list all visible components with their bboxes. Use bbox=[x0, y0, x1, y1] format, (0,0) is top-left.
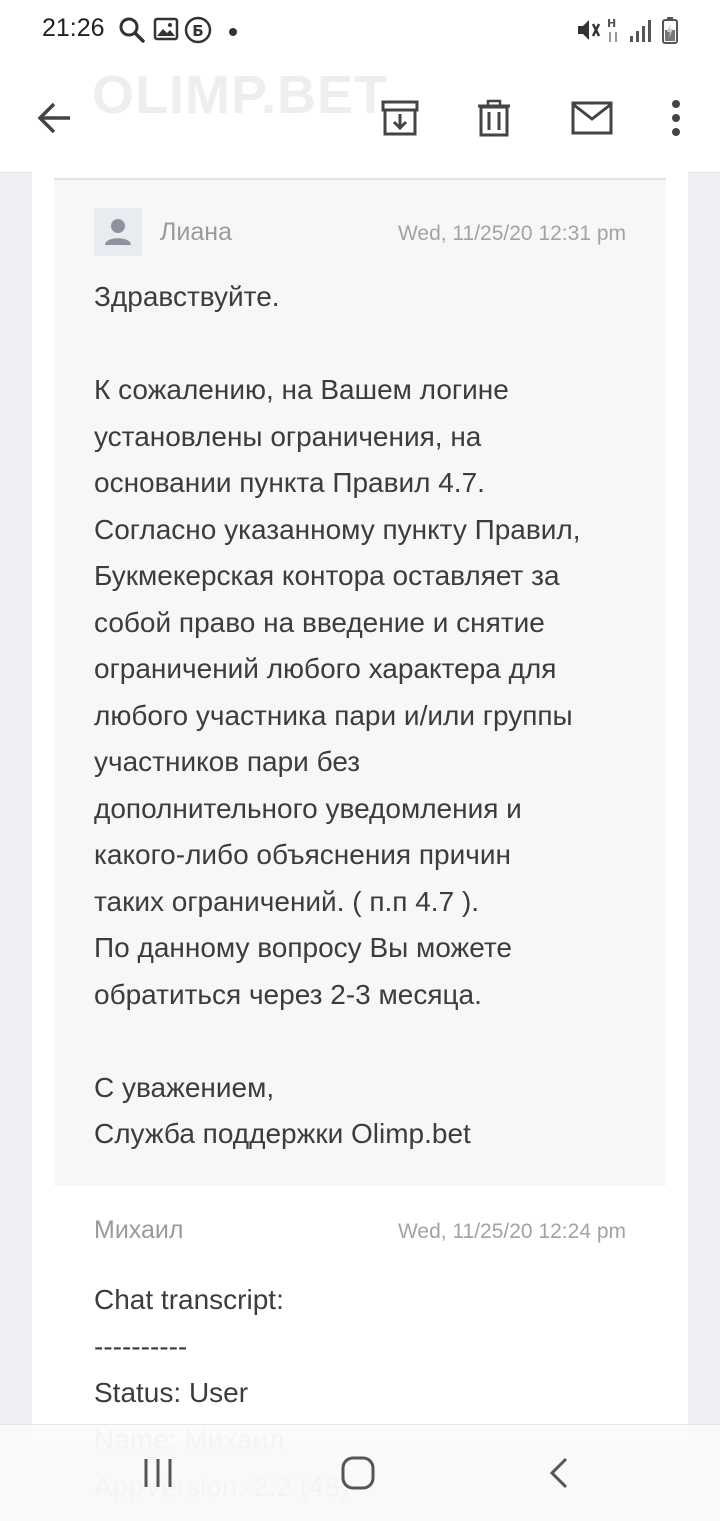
body-line: таких ограничений. ( п.п 4.7 ). bbox=[94, 885, 480, 917]
battery-icon bbox=[662, 16, 678, 49]
body-line: ограничений любого характера для bbox=[94, 653, 557, 684]
body-line: С уважением, bbox=[94, 1071, 275, 1103]
body-line: какого-либо объяснения причин bbox=[94, 839, 511, 870]
more-vert-icon[interactable] bbox=[644, 86, 708, 150]
body-line: обратиться через 2-3 месяца. bbox=[94, 978, 482, 1010]
body-line: участников пари без bbox=[94, 746, 361, 777]
home-icon[interactable] bbox=[326, 1447, 390, 1499]
body-line: ---------- bbox=[94, 1330, 188, 1362]
olimp-bet-watermark: OLIMP.BET bbox=[92, 65, 389, 125]
body-line: К сожалению, на Вашем логине bbox=[94, 374, 509, 405]
body-line: Chat transcript: bbox=[94, 1284, 284, 1315]
body-line: Букмекерская контора оставляет за bbox=[94, 560, 560, 591]
body-line: По данному вопросу Вы можете bbox=[94, 932, 512, 963]
sender-name: Лиана bbox=[160, 218, 232, 246]
person-icon bbox=[103, 217, 133, 247]
recent-apps-icon[interactable] bbox=[126, 1447, 190, 1499]
body-line: Status: User bbox=[94, 1377, 249, 1408]
message-card[interactable] bbox=[54, 178, 666, 1188]
message-date: Wed, 11/25/20 12:31 pm bbox=[397, 222, 626, 245]
body-line: установлены ограничения, на bbox=[94, 420, 482, 452]
bookmaker-b-icon bbox=[184, 16, 212, 49]
body-line bbox=[94, 321, 639, 368]
mail-icon[interactable] bbox=[560, 86, 624, 150]
back-arrow-icon[interactable] bbox=[22, 86, 86, 150]
archive-icon[interactable] bbox=[368, 86, 432, 150]
body-line: любого участника пари и/или группы bbox=[94, 699, 573, 731]
mute-vibrate-icon bbox=[574, 16, 602, 49]
body-line bbox=[94, 1018, 639, 1065]
message-date: Wed, 11/25/20 12:24 pm bbox=[397, 1220, 626, 1243]
search-icon bbox=[118, 16, 146, 49]
message-body bbox=[94, 274, 639, 1158]
app-bar bbox=[0, 60, 720, 173]
image-icon bbox=[153, 16, 179, 47]
body-line: основании пункта Правил 4.7. bbox=[94, 467, 485, 498]
body-line: Здравствуйте. bbox=[94, 281, 280, 312]
sender-name: Михаил bbox=[94, 1216, 184, 1244]
system-nav-bar bbox=[0, 1424, 720, 1521]
status-time: 21:26 bbox=[42, 14, 105, 42]
data-arrows-icon bbox=[606, 16, 622, 49]
dot-icon bbox=[228, 24, 238, 42]
avatar bbox=[94, 208, 142, 256]
svg-text:Б: Б bbox=[192, 22, 204, 40]
conversation-column bbox=[32, 172, 688, 1442]
body-line: дополнительного уведомления и bbox=[94, 792, 522, 824]
status-bar bbox=[0, 0, 720, 60]
message-card[interactable] bbox=[54, 1186, 666, 1442]
body-line: собой право на введение и снятие bbox=[94, 606, 545, 638]
svg-text:H: H bbox=[607, 17, 617, 30]
body-line: Служба поддержки Olimp.bet bbox=[94, 1118, 471, 1149]
signal-icon bbox=[628, 16, 654, 49]
trash-icon[interactable] bbox=[462, 86, 526, 150]
message-body bbox=[94, 1277, 639, 1417]
body-line: Согласно указанному пункту Правил, bbox=[94, 513, 581, 545]
back-icon[interactable] bbox=[528, 1447, 592, 1499]
